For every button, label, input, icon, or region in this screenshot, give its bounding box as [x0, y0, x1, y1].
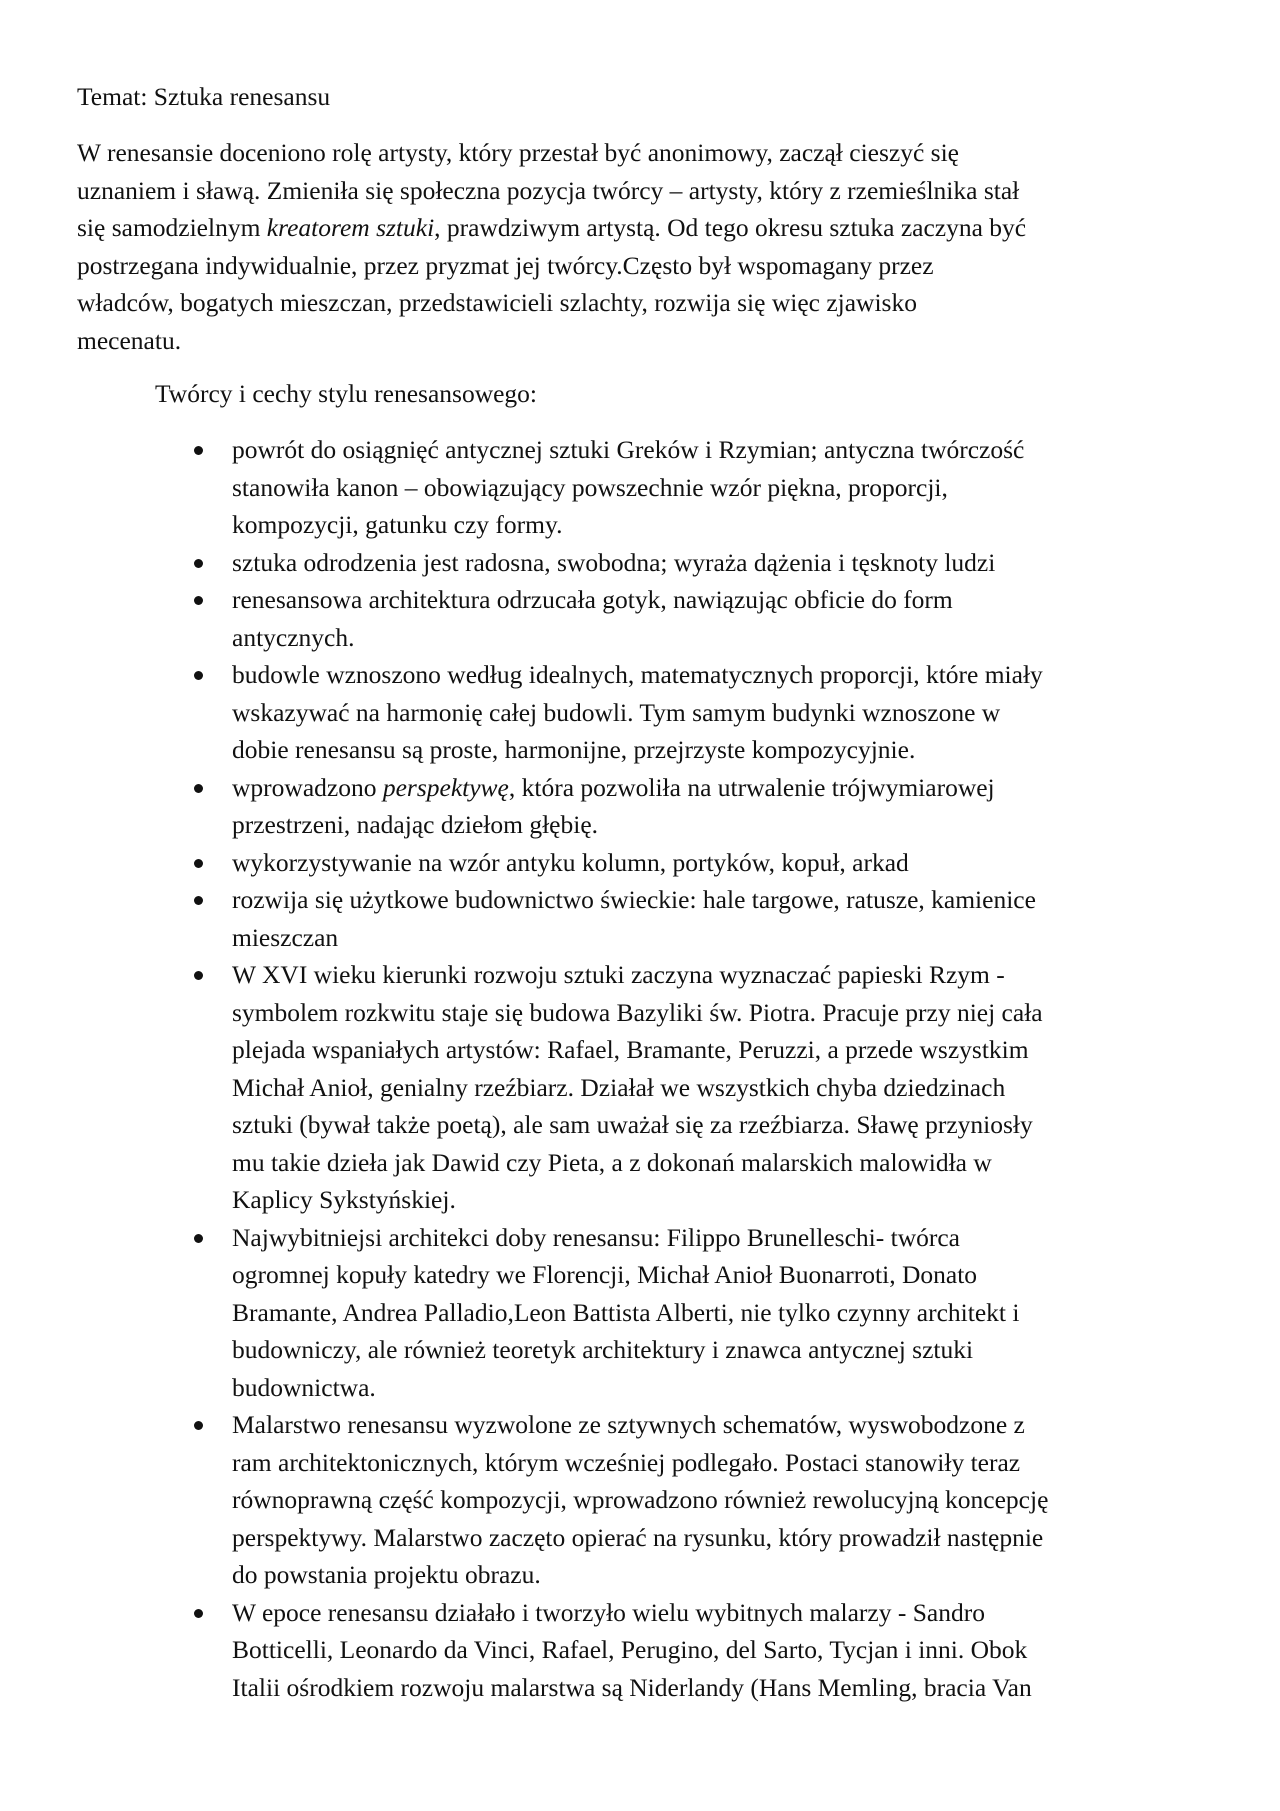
- list-item-line: W XVI wieku kierunki rozwoju sztuki zaczyna wyznaczać papieski Rzym -: [232, 960, 1005, 989]
- list-item: [0, 656, 1280, 769]
- intro-line: uznaniem i sławą. Zmieniła się społeczna pozycja twórcy – artysty, który z rzemieślnika stał: [77, 175, 1020, 205]
- bullet-icon: [194, 784, 203, 793]
- intro-line: władców, bogatych mieszczan, przedstawicieli szlachty, rozwija się więc zjawisko: [77, 288, 917, 317]
- bullet-icon: [194, 971, 203, 980]
- list-item: [0, 1219, 1280, 1407]
- bullet-icon: [194, 446, 203, 455]
- list-item-line: antycznych.: [232, 622, 355, 652]
- list-item-line: kompozycji, gatunku czy formy.: [232, 510, 563, 539]
- list-item-line: przestrzeni, nadając dziełom głębię.: [232, 810, 599, 839]
- list-item: [0, 1594, 1280, 1707]
- list-item-line: [232, 769, 1280, 807]
- list-item-line: stanowiła kanon – obowiązujący powszechnie wzór piękna, proporcji,: [232, 472, 948, 502]
- bullet-icon: [194, 596, 203, 605]
- list-item-line: ram architektonicznych, którym wcześniej podlegało. Postaci stanowiły teraz: [232, 1447, 1021, 1477]
- list-item: [0, 431, 1280, 544]
- list-item-line: mu takie dzieła jak Dawid czy Pieta, a z dokonań malarskich malowidła w: [232, 1147, 992, 1177]
- list-item-line: sztuki (bywał także poetą), ale sam uważał się za rzeźbiarza. Sławę przyniosły: [232, 1110, 1033, 1139]
- list-item-line: renesansowa architektura odrzucała gotyk, nawiązując obficie do form: [232, 585, 953, 614]
- list-item-line: Italii ośrodkiem rozwoju malarstwa są Niderlandy (Hans Memling, bracia Van: [232, 1672, 1032, 1702]
- list-item-emphasis: perspektywę: [382, 772, 509, 802]
- list-item-line: mieszczan: [232, 922, 339, 952]
- list-item-line: budownictwa.: [232, 1372, 376, 1402]
- list-item-line: do powstania projektu obrazu.: [232, 1560, 541, 1589]
- list-item: [0, 881, 1280, 956]
- intro-text: się samodzielnym: [77, 213, 267, 242]
- intro-line: postrzegana indywidualnie, przez pryzmat jej twórcy.Często był wspomagany przez: [77, 250, 934, 280]
- bullet-icon: [194, 1234, 203, 1243]
- list-item: [0, 769, 1280, 844]
- list-item-line: Michał Anioł, genialny rzeźbiarz. Działał we wszystkich chyba dziedzinach: [232, 1072, 1006, 1102]
- bullet-icon: [194, 1421, 203, 1430]
- list-item: [0, 1406, 1280, 1594]
- list-item: [0, 956, 1280, 1219]
- list-item: [0, 544, 1280, 582]
- list-item-line: Malarstwo renesansu wyzwolone ze sztywnych schematów, wyswobodzone z: [232, 1410, 1025, 1439]
- intro-paragraph: [77, 134, 1217, 359]
- list-item-line: plejada wspaniałych artystów: Rafael, Bramante, Peruzzi, a przede wszystkim: [232, 1035, 1029, 1064]
- list-item-line: perspektywy. Malarstwo zaczęto opierać na rysunku, który prowadził następnie: [232, 1522, 1044, 1552]
- list-item: [0, 581, 1280, 656]
- list-item-text: , która pozwoliła na utrwalenie trójwymiarowej: [508, 772, 995, 802]
- list-item-text: wprowadzono: [232, 772, 383, 802]
- list-item-line: ogromnej kopuły katedry we Florencji, Michał Anioł Buonarroti, Donato: [232, 1260, 978, 1289]
- intro-line: [77, 209, 1217, 247]
- bullet-icon: [194, 671, 203, 680]
- list-item-line: Bramante, Andrea Palladio,Leon Battista Alberti, nie tylko czynny architekt i: [232, 1297, 1020, 1327]
- list-item-line: wykorzystywanie na wzór antyku kolumn, portyków, kopuł, arkad: [232, 847, 909, 877]
- list-item-line: sztuka odrodzenia jest radosna, swobodna; wyraża dążenia i tęsknoty ludzi: [232, 547, 996, 577]
- list-item-line: wskazywać na harmonię całej budowli. Tym samym budynki wznoszone w: [232, 697, 1001, 727]
- list-heading: Twórcy i cechy stylu renesansowego:: [155, 379, 538, 408]
- list-item-line: W epoce renesansu działało i tworzyło wielu wybitnych malarzy - Sandro: [232, 1597, 985, 1627]
- list-item-line: budowniczy, ale również teoretyk architektury i znawca antycznej sztuki: [232, 1335, 974, 1364]
- bullet-icon: [194, 859, 203, 868]
- intro-line: W renesansie doceniono rolę artysty, który przestał być anonimowy, zaczął cieszyć się: [77, 138, 960, 167]
- list-item-line: symbolem rozkwitu staje się budowa Bazyliki św. Piotra. Pracuje przy niej cała: [232, 997, 1043, 1027]
- list-item: [0, 844, 1280, 882]
- list-item-line: Najwybitniejsi architekci doby renesansu: Filippo Brunelleschi- twórca: [232, 1222, 960, 1252]
- bullet-icon: [194, 1609, 203, 1618]
- document-title: Temat: Sztuka renesansu: [77, 82, 331, 111]
- list-item-line: budowle wznoszono według idealnych, matematycznych proporcji, które miały: [232, 660, 1043, 689]
- feature-list: [0, 431, 1280, 1706]
- intro-line: mecenatu.: [77, 325, 182, 355]
- list-item-line: rozwija się użytkowe budownictwo świeckie: hale targowe, ratusze, kamienice: [232, 885, 1036, 914]
- list-item-line: Kaplicy Sykstyńskiej.: [232, 1185, 456, 1214]
- list-item-line: równoprawną część kompozycji, wprowadzono również rewolucyjną koncepcję: [232, 1485, 1049, 1514]
- intro-text: , prawdziwym artystą. Od tego okresu sztuka zaczyna być: [434, 213, 1027, 242]
- list-item-line: dobie renesansu są proste, harmonijne, przejrzyste kompozycyjnie.: [232, 735, 916, 764]
- intro-emphasis: kreatorem sztuki: [266, 213, 435, 242]
- bullet-icon: [194, 559, 203, 568]
- list-item-line: powrót do osiągnięć antycznej sztuki Greków i Rzymian; antyczna twórczość: [232, 435, 1025, 464]
- list-item-line: Botticelli, Leonardo da Vinci, Rafael, Perugino, del Sarto, Tycjan i inni. Obok: [232, 1635, 1028, 1664]
- bullet-icon: [194, 896, 203, 905]
